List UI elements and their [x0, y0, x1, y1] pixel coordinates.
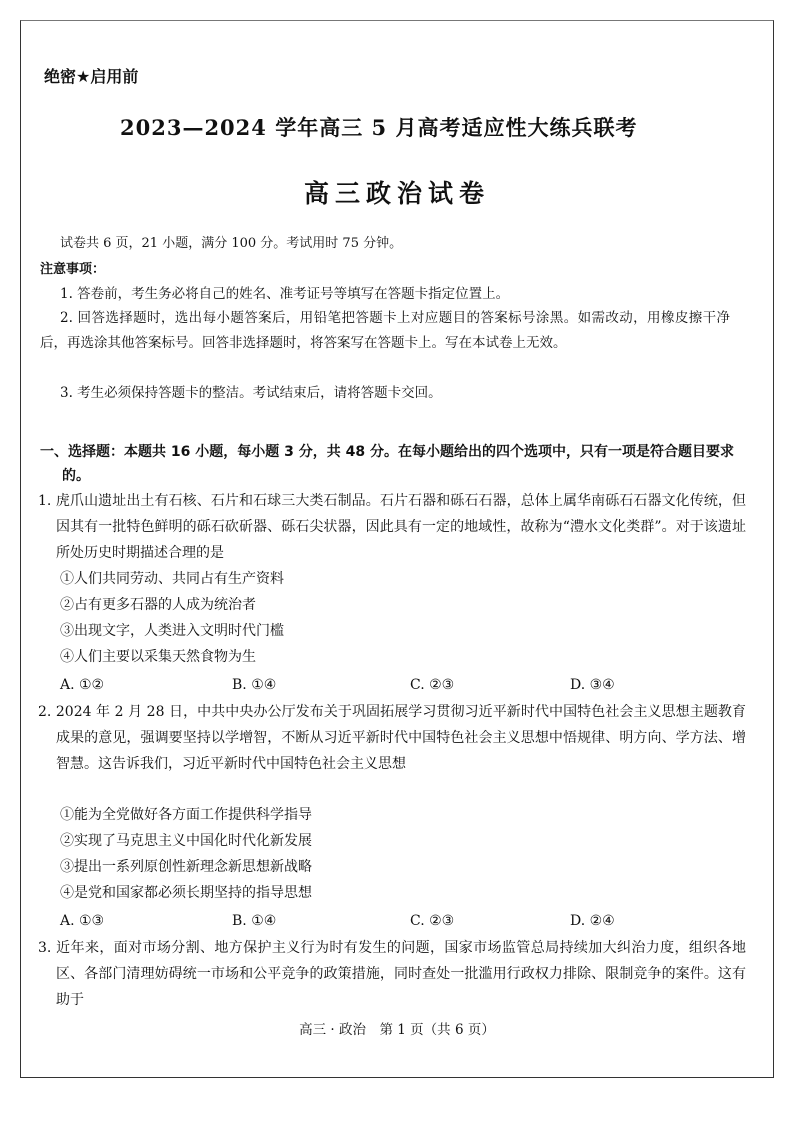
question-1-choice-b: B. ①④ — [232, 677, 277, 693]
question-1-option-3: ③出现文字，人类进入文明时代门槛 — [60, 623, 284, 639]
section-heading: 一、选择题：本题共 16 小题，每小题 3 分，共 48 分。在每小题给出的四个选项中，只有一项是符合题目要求的。 — [40, 444, 734, 484]
notice-heading: 注意事项： — [40, 262, 106, 277]
page-footer: 高三 · 政治 第 1 页（共 6 页） — [299, 1022, 495, 1038]
paper-title: 高三政治试卷 — [303, 179, 490, 208]
question-2-option-4: ④是党和国家都必须长期坚持的指导思想 — [60, 885, 312, 901]
question-2-choice-b: B. ①④ — [232, 913, 277, 929]
confidential-mark: 绝密★启用前 — [44, 67, 139, 86]
question-1-option-1: ①人们共同劳动、共同占有生产资料 — [60, 571, 284, 587]
question-3-stem: 3. 近年来，面对市场分割、地方保护主义行为时有发生的问题，国家市场监管总局持续加大纠治力度，组织各地区、各部门清理妨碍统一市场和公平竞争的政策措施，同时查处一批滥用行政权力排除、限制竞争的案件。这有助于 — [38, 940, 746, 1008]
notice-item-1: 1. 答卷前，考生务必将自己的姓名、准考证号等填写在答题卡指定位置上。 — [60, 286, 510, 302]
question-1-choice-d: D. ③④ — [570, 677, 615, 693]
question-1-option-2: ②占有更多石器的人成为统治者 — [60, 597, 256, 613]
notice-item-3: 3. 考生必须保持答题卡的整洁。考试结束后，请将答题卡交回。 — [60, 385, 442, 401]
question-2-stem: 2. 2024 年 2 月 28 日，中共中央办公厅发布关于巩固拓展学习贯彻习近平新时代中国特色社会主义思想主题教育成果的意见，强调要坚持以学增智，不断从习近平新时代中国特色社会主义思想中悟规律、明方向、学方法、增智慧。这告诉我们，习近平新时代中国特色社会主义思想 — [38, 704, 746, 772]
question-2-option-1: ①能为全党做好各方面工作提供科学指导 — [60, 807, 312, 823]
question-1-option-4: ④人们主要以采集天然食物为生 — [60, 649, 256, 665]
exam-info: 试卷共 6 页，21 小题，满分 100 分。考试用时 75 分钟。 — [60, 236, 403, 251]
question-2-choice-c: C. ②③ — [410, 913, 455, 929]
question-2-choice-d: D. ②④ — [570, 913, 615, 929]
question-2-option-3: ③提出一系列原创性新理念新思想新战略 — [60, 859, 312, 875]
question-1-stem: 1. 虎爪山遗址出土有石核、石片和石球三大类石制品。石片石器和砾石石器，总体上属华南砾石石器文化传统，但因其有一批特色鲜明的砾石砍斫器、砾石尖状器，因此具有一定的地域性，故称为“澧水文化类群”。对于该遗址所处历史时期描述合理的是 — [38, 493, 746, 561]
question-1-choice-c: C. ②③ — [410, 677, 455, 693]
question-2-option-2: ②实现了马克思主义中国化时代化新发展 — [60, 833, 312, 849]
question-1-choice-a: A. ①② — [60, 677, 105, 693]
question-2-choice-a: A. ①③ — [60, 913, 105, 929]
notice-item-2: 2. 回答选择题时，选出每小题答案后，用铅笔把答题卡上对应题目的答案标号涂黑。如需改动，用橡皮擦干净后，再选涂其他答案标号。回答非选择题时，将答案写在答题卡上。写在本试卷上无效。 — [40, 310, 730, 351]
exam-title: 2023—2024 学年高三 5 月高考适应性大练兵联考 — [120, 115, 638, 140]
